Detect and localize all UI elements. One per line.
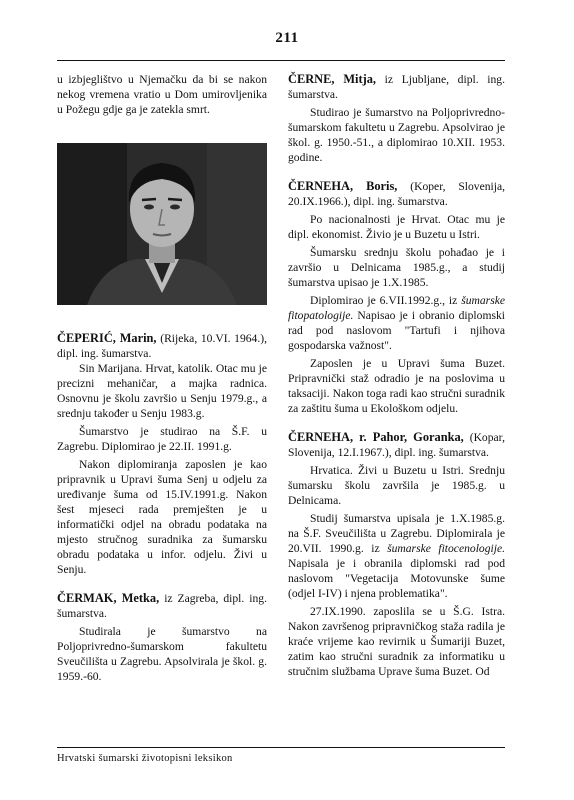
italic-text: šumarske fitopatologije.	[288, 294, 505, 322]
left-column	[57, 72, 267, 684]
entry-paragraph: Zaposlen je u Upravi šuma Buzet. Pripravnički staž odradio je na poslovima u taksaciji. Nakon toga radi kao stručni suradnik za zaštitu šuma u Ekološkom odjelu.	[288, 357, 505, 415]
entry-name: ČERNEHA, r. Pahor, Goranka,	[288, 430, 464, 444]
entry-paragraph: Hrvatica. Živi u Buzetu u Istri. Srednju šumarsku školu završila je 1985.g. u Delnicama.	[288, 464, 505, 507]
entry-paragraph: Nakon diplomiranja zaposlen je kao pripravnik u Upravi šuma Senj u odjelu za uređivanje šuma od 15.IV.1991.g. Nakon šest mjeseci rada premješten je u informatički odjel na obradu podataka na mjesto stručnog suradnika za šumarsku obradu podataka u infor. odjelu. Živi u Senju.	[57, 458, 267, 576]
entry-name: ČERNEHA, Boris,	[288, 179, 398, 193]
italic-text: šumarske fitocenologije.	[387, 542, 505, 555]
continuation-text: u izbjeglištvo u Njemačku da bi se nakon nekog vremena vratio u Dom umirovljenika u Požegu gdje ga je zatekla smrt.	[57, 73, 267, 116]
portrait-photo	[57, 143, 267, 305]
entry-intro: (Koper, Slovenija, 20.IX.1966.), dipl. ing. šumarstva.	[288, 180, 506, 208]
entry-paragraph: 27.IX.1990. zaposlila se u Š.G. Istra. Nakon završenog pripravničkog staža radila je kraće vrijeme kao revirnik u Šumariji Buzet, zatim kao stručni suradnik za informatiku u stručnim službama Uprave šuma Buzet. Od	[288, 605, 505, 678]
entry-intro: (Kopar, Slovenija, 12.I.1967.), dipl. ing. šumarstva.	[288, 431, 505, 459]
entry-intro: iz Ljubljane, dipl. ing. šumarstva.	[288, 73, 505, 101]
entry-name: ČERMAK, Metka,	[57, 591, 160, 605]
entry-paragraph: Šumarstvo je studirao na Š.F. u Zagrebu. Diplomirao je 22.II. 1991.g.	[57, 425, 267, 453]
footer-rule	[57, 747, 505, 748]
entry-paragraph	[288, 293, 505, 353]
right-column	[288, 72, 505, 679]
entry-paragraph: Šumarsku srednju školu pohađao je i završio u Delnicama 1985.g., a studij šumarstva upisao je 1.X.1985.	[288, 246, 505, 289]
entry-cerneha-boris	[288, 179, 505, 416]
entry-intro: (Rijeka, 10.VI. 1964.), dipl. ing. šumarstva.	[57, 332, 268, 360]
footer-title: Hrvatski šumarski životopisni leksikon	[57, 753, 233, 764]
text-run: Napisala je i obranila diplomski rad pod naslovom "Vegetacija Motovunske šume (odjel I-IV) i njena problematika".	[288, 557, 505, 600]
entry-cermak	[57, 591, 267, 684]
entry-cerne	[288, 72, 505, 165]
page-number: 211	[275, 30, 299, 46]
entry-paragraph: Studirala je šumarstvo na Poljoprivredno-šumarskom fakultetu Sveučilišta u Zagrebu. Apsolvirala je škol. g. 1959.-60.	[57, 625, 267, 683]
entry-cerneha-goranka	[288, 430, 505, 679]
text-run: Diplomirao je 6.VII.1992.g., iz	[310, 294, 462, 307]
entry-paragraph: Sin Marijana. Hrvat, katolik. Otac mu je precizni mehaničar, a majka radnica. Osnovnu je školu završio u Senju 1979.g., a srednju također u Senju 1983.g.	[57, 362, 267, 420]
text-run: Studij šumarstva upisala je 1.X.1985.g. na Š.F. Sveučilišta u Zagrebu. Diplomirala je 20.VII. 1990.g. iz	[288, 512, 505, 555]
portrait-frame	[57, 143, 267, 309]
entry-intro: iz Zagreba, dipl. ing. šumarstva.	[57, 592, 267, 620]
text-run: Napisao je i obranio diplomski rad pod naslovom "Tartufi i njihova gospodarska važnost".	[288, 309, 505, 352]
entry-name: ČEPERIĆ, Marin,	[57, 331, 157, 345]
entry-ceperic	[57, 331, 267, 577]
entry-name: ČERNE, Mitja,	[288, 72, 377, 86]
entry-paragraph	[288, 511, 505, 601]
entry-paragraph: Po nacionalnosti je Hrvat. Otac mu je dipl. ekonomist. Živio je u Buzetu u Istri.	[288, 213, 505, 241]
header-rule	[57, 60, 505, 61]
entry-paragraph: Studirao je šumarstvo na Poljoprivredno-šumarskom fakultetu u Zagrebu. Apsolvirao je škol. g. 1950.-51., a diplomirao 10.XII. 1953. godine.	[288, 106, 505, 164]
